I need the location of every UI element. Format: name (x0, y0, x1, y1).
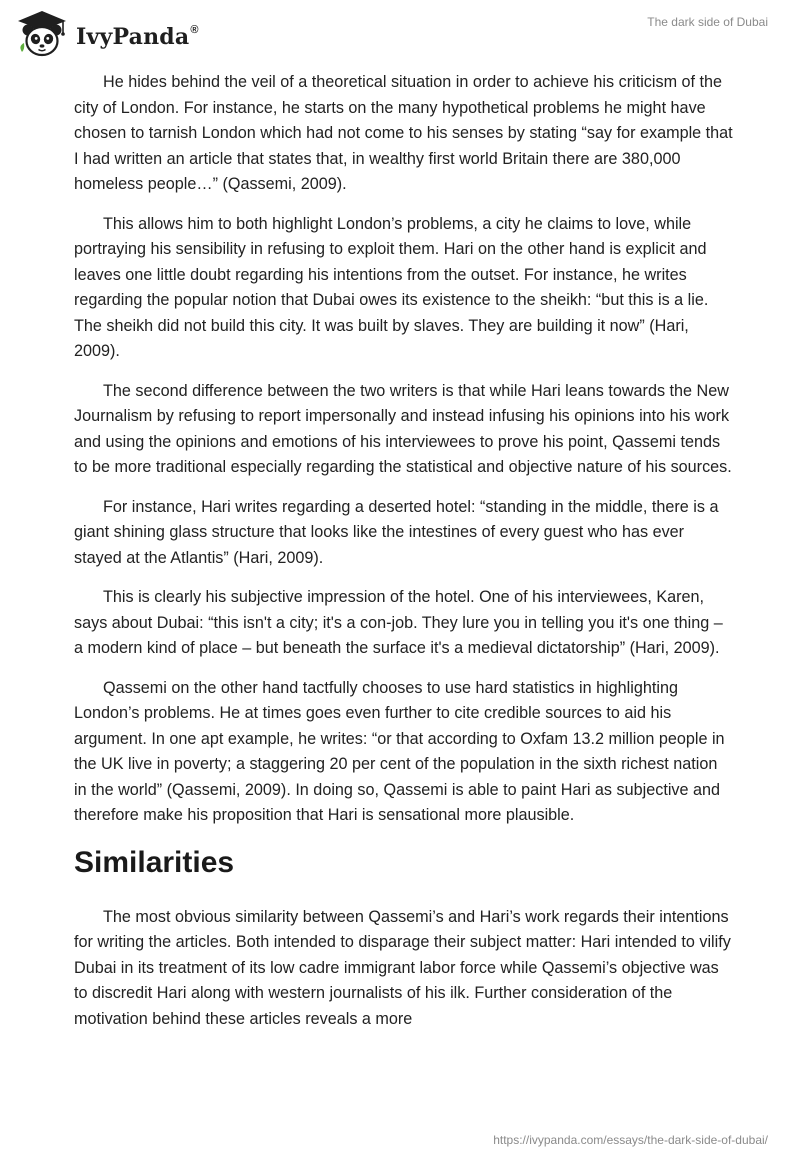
paragraph: Qassemi on the other hand tactfully chooses to use hard statistics in highlighting London’s problems. He at times goes even further to cite credible sources to aid his argument. In one apt example, he writes: “or that according to Oxfam 13.2 million people in the UK live in poverty; a staggering 20 per cent of the population in the sixth richest nation in the world” (Qassemi, 2009). In doing so, Qassemi is able to paint Hari as subjective and therefore make his proposition that Hari is sensational more plausible. (74, 678, 725, 824)
document-title: The dark side of Dubai (647, 15, 768, 29)
paragraph: The second difference between the two writers is that while Hari leans towards the New Journalism by refusing to report impersonally and instead infusing his opinions into his work and using the opinions and emotions of his interviewees to prove his point, Qassemi tends to be more traditional especially regarding the statistical and objective nature of his sources. (74, 381, 732, 476)
paragraph: This allows him to both highlight London’s problems, a city he claims to love, while portraying his sensibility in refusing to exploit them. Hari on the other hand is explicit and leaves one little doubt regarding his intentions from the outset. For instance, he writes regarding the popular notion that Dubai owes its existence to the sheikh: “but this is a lie. The sheikh did not build this city. It was built by slaves. They are building it now” (Hari, 2009). (74, 214, 709, 360)
source-url[interactable]: https://ivypanda.com/essays/the-dark-side-of-dubai/ (493, 1133, 768, 1147)
paragraph: This is clearly his subjective impression of the hotel. One of his interviewees, Karen, says about Dubai: “this isn't a city; it's a con-job. They lure you in telling you it's one thing – a modern kind of place – but beneath the surface it's a medieval dictatorship” (Hari, 2009). (74, 588, 723, 657)
paragraph: He hides behind the veil of a theoretical situation in order to achieve his criticism of the city of London. For instance, he starts on the many hypothetical problems he might have chosen to tarnish London which had not come to his senses by stating “say for example that I had written an article that states that, in wealthy first world Britain there are 380,000 homeless people…” (Qassemi, 2009). (74, 73, 733, 193)
paragraph: The most obvious similarity between Qassemi’s and Hari’s work regards their intentions for writing the articles. Both intended to disparage their subject matter: Hari intended to vilify Dubai in its treatment of its low cadre immigrant labor force while Qassemi’s objective was to discredit Hari along with western journalists of his ilk. Further consideration of the motivation behind these articles reveals a more (74, 907, 731, 1028)
panda-graduation-cap-icon (16, 8, 68, 60)
ivypanda-logo[interactable] (16, 8, 199, 60)
registered-mark: ® (190, 23, 199, 36)
logo-wordmark: IvyPanda (76, 24, 190, 50)
paragraph: For instance, Hari writes regarding a deserted hotel: “standing in the middle, there is a giant shining glass structure that looks like the intestines of every guest who has ever stayed at the Atlantis” (Hari, 2009). (74, 497, 719, 567)
section-heading: Similarities (74, 845, 235, 879)
logo-text (76, 24, 199, 50)
page-header (0, 0, 800, 70)
essay-content (74, 70, 734, 1046)
